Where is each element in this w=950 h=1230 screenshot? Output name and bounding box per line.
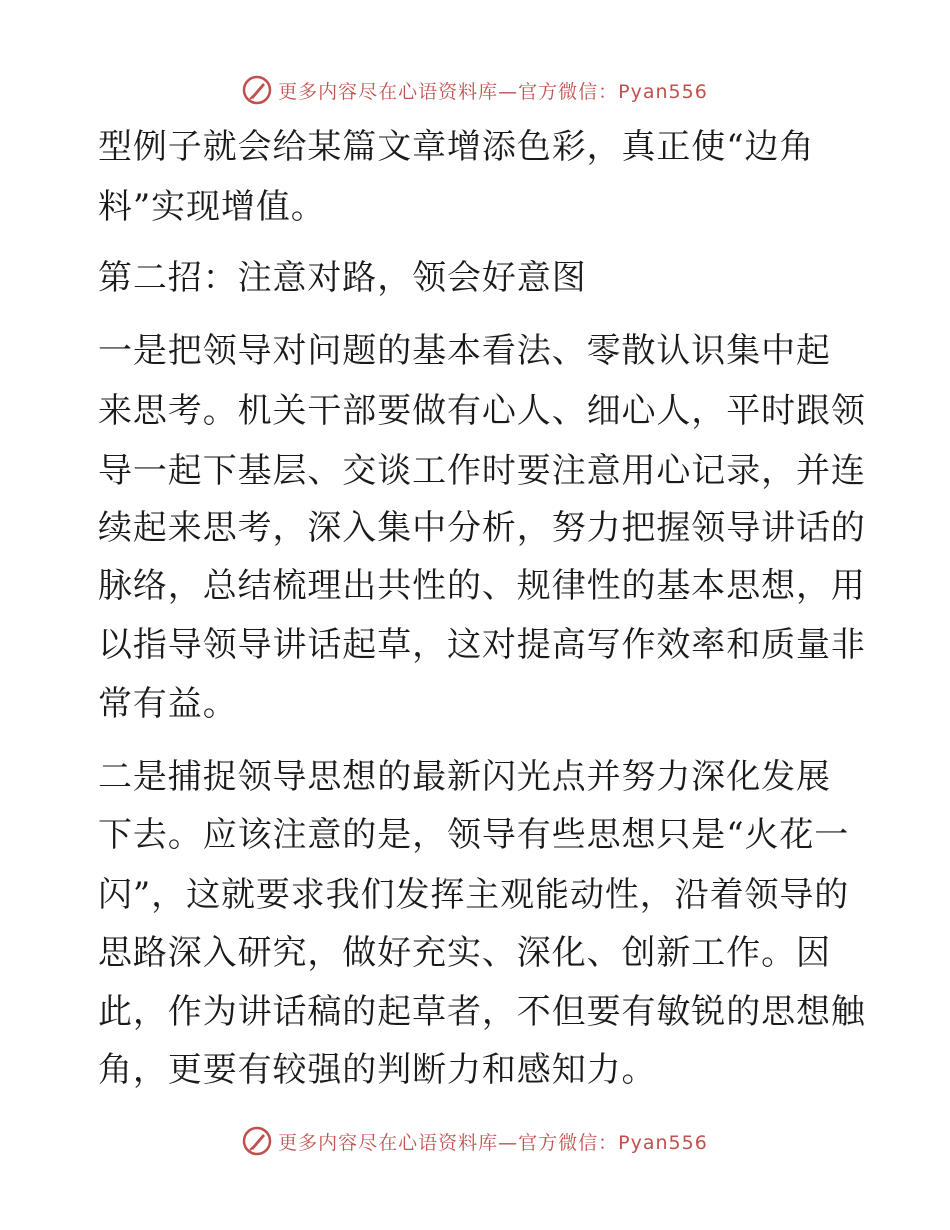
text-line: 闪”，这就要求我们发挥主观能动性，沿着领导的 — [98, 875, 850, 915]
section-heading: 第二招：注意对路，领会好意图 — [98, 258, 587, 298]
text-line: 续起来思考，深入集中分析，努力把握领导讲话的 — [98, 508, 866, 548]
text-line: 思路深入研究，做好充实、深化、创新工作。因 — [98, 933, 831, 973]
quill-logo-icon — [242, 75, 272, 105]
header-watermark — [0, 70, 950, 110]
footer-banner-text: 更多内容尽在心语资料库—官方微信：Pyan556 — [278, 1131, 708, 1154]
text-line: 型例子就会给某篇文章增添色彩，真正使“边角 — [98, 127, 815, 167]
text-line: 下去。应该注意的是，领导有些思想只是“火花一 — [98, 815, 850, 855]
text-line: 一是把领导对问题的基本看法、零散认识集中起 — [98, 331, 831, 371]
text-line: 此，作为讲话稿的起草者，不但要有敏锐的思想触 — [98, 992, 866, 1032]
quill-logo-icon — [242, 1126, 272, 1156]
header-banner-text: 更多内容尽在心语资料库—官方微信：Pyan556 — [278, 80, 708, 103]
text-line: 导一起下基层、交谈工作时要注意用心记录，并连 — [98, 451, 866, 491]
text-line: 以指导领导讲话起草，这对提高写作效率和质量非 — [98, 625, 866, 665]
text-line: 来思考。机关干部要做有心人、细心人，平时跟领 — [98, 391, 866, 431]
footer-watermark — [0, 1121, 950, 1161]
text-line: 料”实现增值。 — [98, 187, 326, 227]
text-line: 脉络，总结梳理出共性的、规律性的基本思想，用 — [98, 566, 866, 606]
text-line: 角，更要有较强的判断力和感知力。 — [98, 1050, 657, 1090]
text-line: 二是捕捉领导思想的最新闪光点并努力深化发展 — [98, 757, 831, 797]
text-line: 常有益。 — [98, 684, 238, 724]
